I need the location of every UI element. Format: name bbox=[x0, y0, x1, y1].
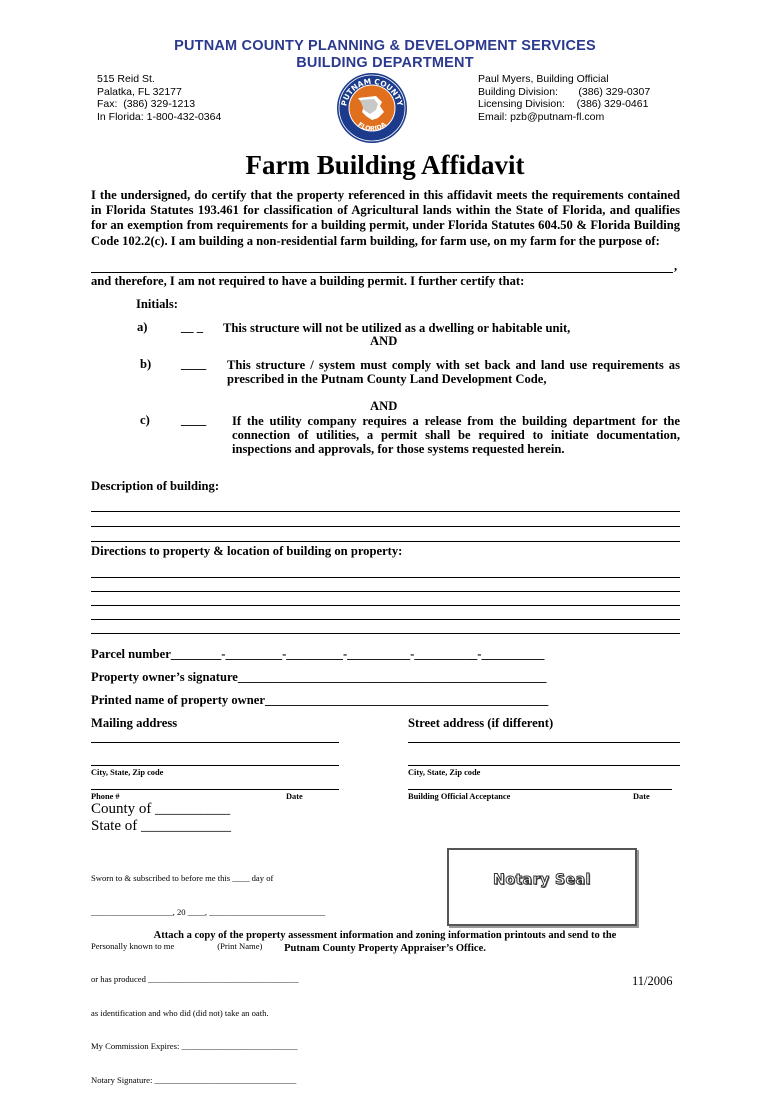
intro-paragraph: I the undersigned, do certify that the property referenced in this affidavit meets the requirements contained in Florida Statutes 193.461 for classification of Agricultural lands within the State of Florida, and qualifies for an exemption from requirements for a building permit, under Florida Statutes 604.50 & Florida Building Code 102.2(c). I am building a non-residential farm building, for farm use, on my farm for the purpose of: bbox=[91, 188, 680, 248]
notary-line[interactable]: My Commission Expires: ___________________________ bbox=[91, 1041, 298, 1052]
item-a-letter: a) bbox=[137, 320, 148, 334]
printed-name-blank[interactable]: _____________________________________________ bbox=[264, 693, 549, 707]
parcel-number-blanks[interactable]: ________-_________-_________-__________-__________-__________ bbox=[170, 647, 545, 661]
owner-signature-field[interactable] bbox=[91, 670, 546, 685]
directions-line-1[interactable] bbox=[91, 577, 680, 578]
acceptance-line[interactable] bbox=[408, 789, 672, 790]
mailing-city-line[interactable] bbox=[91, 765, 339, 766]
owner-signature-blank[interactable]: _________________________________________________ bbox=[237, 670, 547, 684]
item-c-letter: c) bbox=[140, 413, 150, 427]
owner-signature-label: Property owner’s signature bbox=[91, 670, 238, 684]
directions-line-5[interactable] bbox=[91, 633, 680, 634]
notary-line[interactable]: ___________________, 20 ____, ___________________________ bbox=[91, 907, 326, 918]
phone-line[interactable] bbox=[91, 789, 339, 790]
notary-line: Personally known to me (Print Name) bbox=[91, 940, 263, 951]
footer-instructions-line1: Attach a copy of the property assessment information and zoning information printouts and send to the bbox=[153, 930, 617, 941]
notary-seal-label: Notary Seal bbox=[493, 872, 591, 888]
phone-date-label: Date bbox=[286, 792, 303, 801]
item-a-and: AND bbox=[370, 334, 398, 348]
notary-line: Sworn to & subscribed to before me this ____ day of bbox=[91, 873, 274, 884]
item-b-letter: b) bbox=[140, 357, 152, 371]
mailing-address-label: Mailing address bbox=[91, 716, 178, 730]
revision-date: 11/2006 bbox=[632, 974, 673, 988]
notary-line[interactable]: or has produced ___________________________________ bbox=[91, 974, 299, 985]
description-line-3[interactable] bbox=[91, 541, 680, 542]
county-field[interactable] bbox=[91, 801, 230, 818]
printed-name-label: Printed name of property owner bbox=[91, 693, 265, 707]
contact-line: Email: pzb@putnam-fl.com bbox=[478, 110, 605, 123]
item-b-initials-blank[interactable]: ____ bbox=[181, 357, 207, 371]
street-address-label: Street address (if different) bbox=[408, 716, 554, 730]
phone-label: Phone # bbox=[91, 792, 120, 801]
office-address bbox=[97, 73, 221, 123]
org-name-line2: BUILDING DEPARTMENT bbox=[296, 55, 474, 71]
directions-label: Directions to property & location of building on property: bbox=[91, 544, 403, 558]
street-city-line[interactable] bbox=[408, 765, 680, 766]
address-line: 515 Reid St. bbox=[97, 73, 155, 85]
item-c-initials-blank[interactable]: ____ bbox=[181, 413, 207, 427]
acceptance-date-label: Date bbox=[633, 792, 650, 801]
address-line: Fax: (386) 329-1213 bbox=[97, 98, 196, 110]
printed-name-field[interactable] bbox=[91, 693, 548, 708]
description-label: Description of building: bbox=[91, 479, 220, 493]
footer-instructions bbox=[0, 929, 770, 955]
mailing-address-line[interactable] bbox=[91, 742, 339, 743]
item-a-text: This structure will not be utilized as a dwelling or habitable unit, bbox=[223, 321, 571, 335]
street-city-state-zip-label: City, State, Zip code bbox=[408, 768, 481, 777]
notary-block bbox=[91, 851, 325, 1097]
address-line: In Florida: 1-800-432-0364 bbox=[97, 110, 222, 123]
initials-label: Initials: bbox=[136, 297, 178, 311]
form-title: Farm Building Affidavit bbox=[245, 150, 525, 180]
description-line-1[interactable] bbox=[91, 511, 680, 512]
contact-line: Paul Myers, Building Official bbox=[478, 73, 609, 85]
acceptance-label: Building Official Acceptance bbox=[408, 792, 511, 801]
notary-seal-box bbox=[447, 848, 637, 926]
continuation-text: and therefore, I am not required to have a building permit. I further certify that: bbox=[91, 274, 525, 288]
county-seal-logo bbox=[336, 72, 408, 144]
directions-line-2[interactable] bbox=[91, 591, 680, 592]
county-label: County of bbox=[91, 801, 152, 817]
seal-top-text: PUTNAM COUNTY bbox=[339, 76, 405, 107]
seal-bottom-text: FLORIDA bbox=[356, 120, 388, 133]
state-field[interactable] bbox=[91, 818, 231, 835]
notary-line[interactable]: Notary Signature: _________________________________ bbox=[91, 1075, 297, 1086]
contact-line: Licensing Division: (386) 329-0461 bbox=[478, 98, 649, 110]
description-line-2[interactable] bbox=[91, 526, 680, 527]
purpose-input-line[interactable] bbox=[91, 272, 673, 273]
item-b-and: AND bbox=[370, 399, 398, 413]
contact-line: Building Division: (386) 329-0307 bbox=[478, 85, 651, 98]
state-blank[interactable]: ____________ bbox=[141, 818, 231, 834]
mailing-city-state-zip-label: City, State, Zip code bbox=[91, 768, 164, 777]
directions-line-3[interactable] bbox=[91, 605, 680, 606]
item-a-initials-blank[interactable]: __ _ bbox=[181, 320, 204, 334]
item-b-text: This structure / system must comply with set back and land use requirements as prescribed in the Putnam County Land Development Code, bbox=[227, 358, 680, 386]
notary-line: as identification and who did (did not) take an oath. bbox=[91, 1007, 269, 1018]
county-blank[interactable]: __________ bbox=[155, 801, 231, 817]
footer-instructions-line2: Putnam County Property Appraiser’s Office. bbox=[284, 943, 486, 954]
contact-info bbox=[478, 73, 650, 123]
state-label: State of bbox=[91, 818, 138, 834]
parcel-number-label: Parcel number bbox=[91, 647, 171, 661]
purpose-comma: , bbox=[674, 259, 678, 273]
item-c-text: If the utility company requires a release from the building department for the connection of utilities, a permit shall be required to initiate documentation, inspections and approvals, for those systems requested herein. bbox=[232, 414, 680, 456]
address-line: Palatka, FL 32177 bbox=[97, 85, 182, 98]
directions-line-4[interactable] bbox=[91, 619, 680, 620]
street-address-line[interactable] bbox=[408, 742, 680, 743]
org-name-line1: PUTNAM COUNTY PLANNING & DEVELOPMENT SERVICES bbox=[174, 38, 596, 54]
parcel-number-field[interactable] bbox=[91, 647, 544, 662]
